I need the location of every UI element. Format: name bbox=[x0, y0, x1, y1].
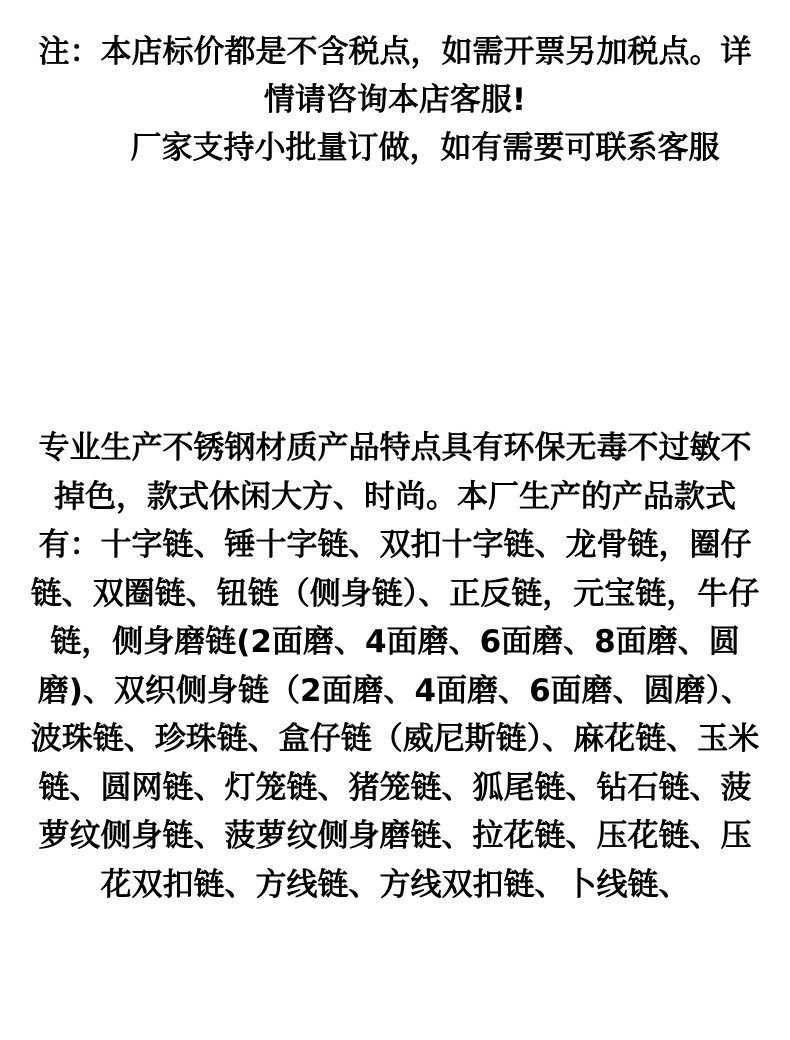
custom-order-notice-text: 厂家支持小批量订做，如有需要可联系客服 bbox=[130, 130, 720, 166]
product-description-text: 专业生产不锈钢材质产品特点具有环保无毒不过敏不掉色，款式休闲大方、时尚。本厂生产的产品款式有：十字链、锤十字链、双扣十字链、龙骨链，圈仔链、双圈链、钮链（侧身链）、正反链，元宝链，牛仔链，侧身磨链(2面磨、4面磨、6面磨、8面磨、圆磨)、双织侧身链（2面磨、4面磨、6面磨、圆磨）、波珠链、珍珠链、盒仔链（威尼斯链）、麻花链、玉米链、圆网链、灯笼链、猪笼链、狐尾链、钻石链、菠萝纹侧身链、菠萝纹侧身磨链、拉花链、压花链、压花双扣链、方线链、方线双扣链、卜线链、 bbox=[30, 430, 760, 903]
tax-notice-text: 注：本店标价都是不含税点，如需开票另加税点。详情请咨询本店客服! bbox=[38, 34, 752, 118]
notice-section bbox=[28, 28, 762, 172]
